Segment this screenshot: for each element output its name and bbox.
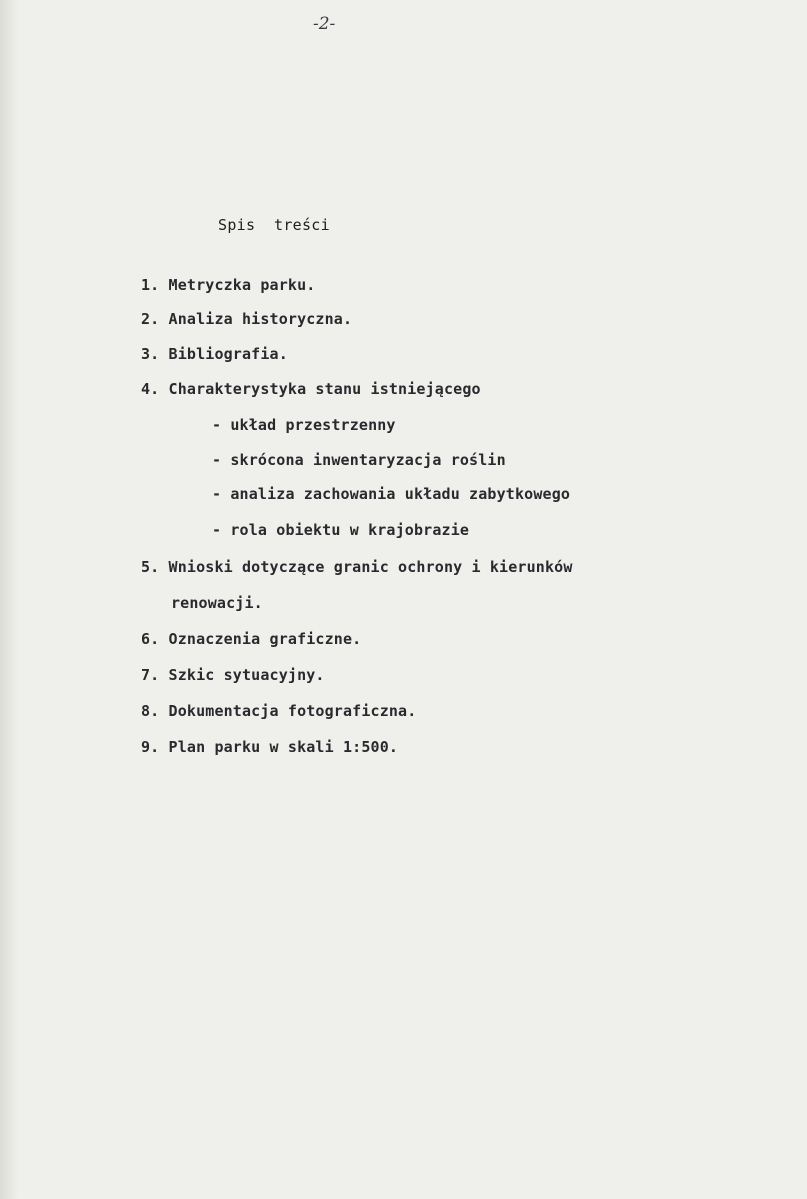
toc-item-3: 3. Bibliografia.	[141, 345, 288, 363]
toc-subitem-4a: - układ przestrzenny	[212, 416, 396, 434]
toc-item-6: 6. Oznaczenia graficzne.	[141, 630, 362, 648]
toc-item-5: 5. Wnioski dotyczące granic ochrony i kierunków	[141, 558, 573, 576]
toc-title: Spis treści	[218, 216, 330, 234]
toc-item-7: 7. Szkic sytuacyjny.	[141, 666, 325, 684]
toc-item-9: 9. Plan parku w skali 1:500.	[141, 738, 399, 756]
toc-item-4: 4. Charakterystyka stanu istniejącego	[141, 380, 481, 398]
toc-subitem-4c: - analiza zachowania układu zabytkowego	[212, 485, 571, 503]
toc-item-2: 2. Analiza historyczna.	[141, 310, 353, 328]
toc-subitem-4d: - rola obiektu w krajobrazie	[212, 521, 470, 539]
toc-item-8: 8. Dokumentacja fotograficzna.	[141, 702, 417, 720]
page-number: -2-	[313, 14, 336, 34]
toc-item-1: 1. Metryczka parku.	[141, 276, 316, 294]
toc-item-5-continuation: renowacji.	[171, 594, 263, 612]
toc-subitem-4b: - skrócona inwentaryzacja roślin	[212, 451, 506, 469]
